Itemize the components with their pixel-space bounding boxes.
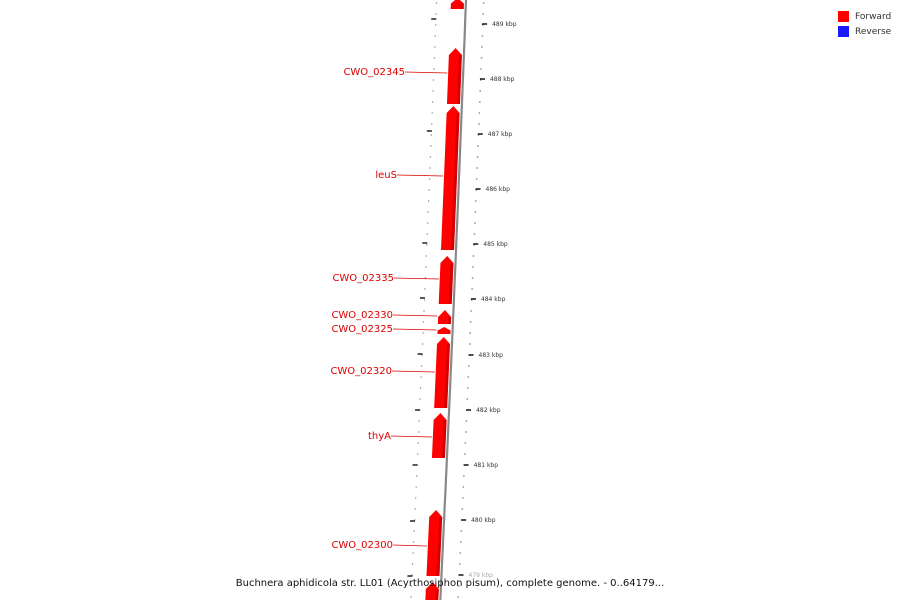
legend: [838, 9, 891, 39]
gene-label[interactable]: CWO_02325: [331, 324, 393, 335]
gene-arrow-shade: [435, 589, 439, 600]
legend-label-forward: Forward: [855, 11, 892, 22]
legend-item-reverse: [838, 24, 891, 39]
sequence-caption: Buchnera aphidicola str. LL01 (Acyrthosiphon pisum), complete genome. - 0..64179...: [235, 578, 665, 589]
leader-line: [391, 436, 432, 437]
ruler-tick-label: 485 kbp: [483, 241, 508, 248]
ruler-tick-label: 479 kbp: [468, 572, 493, 579]
gene-label[interactable]: leuS: [375, 170, 397, 181]
reverse-swatch: [838, 26, 849, 37]
leader-line: [405, 72, 447, 73]
gene-labels: [330, 67, 447, 551]
leader-line: [393, 329, 437, 330]
ruler-tick-label: 480 kbp: [471, 517, 496, 524]
ruler-tick-label: 489 kbp: [492, 21, 517, 28]
legend-label-reverse: Reverse: [855, 26, 892, 37]
leader-line: [392, 371, 435, 372]
ruler-tick-label: 484 kbp: [480, 296, 506, 303]
ruler-tick-label: 488 kbp: [489, 76, 515, 83]
gene-arrow-shade: [447, 331, 450, 335]
ruler-tick-label: 482 kbp: [476, 407, 501, 414]
gene-arrow-shade: [461, 4, 464, 10]
leader-line: [394, 278, 439, 279]
legend-item-forward: [838, 9, 891, 24]
gene-label[interactable]: CWO_02330: [331, 310, 393, 321]
ruler-tick-label: 486 kbp: [485, 186, 510, 193]
gene-label[interactable]: CWO_02345: [343, 67, 405, 78]
ruler-tick-label: 487 kbp: [487, 131, 513, 138]
ruler-tick-label: 483 kbp: [478, 352, 503, 359]
ruler-tick-label: 481 kbp: [473, 462, 499, 469]
leader-line: [393, 545, 427, 546]
leader-line: [397, 175, 443, 176]
gene-arrow-shade: [448, 317, 451, 324]
gene-label[interactable]: thyA: [367, 431, 391, 442]
forward-swatch: [838, 11, 849, 22]
leader-line: [393, 315, 437, 316]
ruler: [459, 21, 517, 579]
gene-label[interactable]: CWO_02320: [330, 366, 392, 377]
gene-label[interactable]: CWO_02335: [332, 273, 394, 284]
gene-label[interactable]: CWO_02300: [331, 540, 393, 551]
